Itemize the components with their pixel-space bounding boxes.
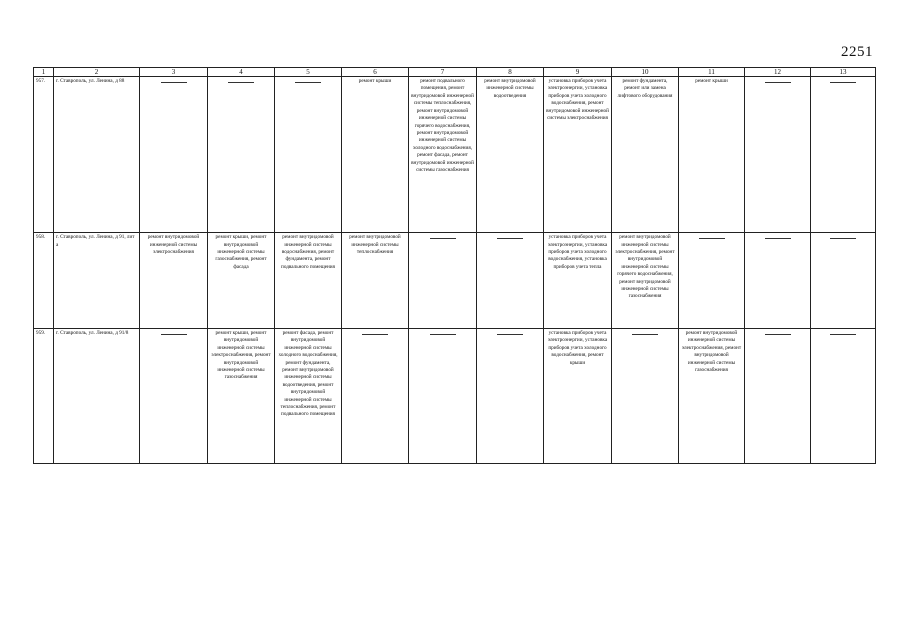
table-cell: ремонт внутридомовой инженерной системы электроснабжения, ремонт внутридомовой инженерной системы газоснабжения: [679, 328, 745, 463]
table-row: [34, 233, 876, 329]
table-cell: [745, 77, 811, 233]
empty-dash: [699, 238, 725, 239]
table-cell: ремонт фасада, ремонт внутридомовой инженерной системы холодного водоснабжения, ремонт фундамента, ремонт внутридомовой инженерной системы водоотведения, ремонт внутридомовой инженерной системы теплоснабжения, ремонт подвального помещения: [275, 328, 342, 463]
empty-dash: [161, 334, 187, 335]
table-cell: установка приборов учета электроэнергии, установка приборов учета холодного водоснабжения, ремонт внутридомовой инженерной системы электроснабжения: [544, 77, 612, 233]
table-cell: [811, 233, 876, 329]
table-cell: ремонт крыши: [679, 77, 745, 233]
header-cell: 6: [342, 68, 409, 77]
table-cell: [409, 233, 477, 329]
table-cell: ремонт подвального помещения, ремонт внутридомовой инженерной системы теплоснабжения, ремонт внутридомовой инженерной системы горячего водоснабжения, ремонт внутридомовой инженерной системы холодного водоснабжения, ремонт фасада, ремонт внутридомовой инженерной системы газоснабжения: [409, 77, 477, 233]
table-row: [34, 328, 876, 463]
header-cell: 7: [409, 68, 477, 77]
row-number: 957.: [34, 77, 54, 233]
address-cell: г. Ставрополь, ул. Ленина, д 91/8: [54, 328, 140, 463]
table-cell: установка приборов учета электроэнергии, установка приборов учета холодного водоснабжения, ремонт крыши: [544, 328, 612, 463]
row-number: 958.: [34, 233, 54, 329]
empty-dash: [161, 82, 187, 83]
empty-dash: [765, 238, 791, 239]
table-cell: ремонт крыши, ремонт внутридомовой инженерной системы газоснабжения, ремонт фасада: [208, 233, 275, 329]
header-cell: 10: [612, 68, 679, 77]
header-cell: 12: [745, 68, 811, 77]
table-cell: ремонт внутридомовой инженерной системы водоотведения: [477, 77, 544, 233]
table-cell: [477, 328, 544, 463]
header-cell: 13: [811, 68, 876, 77]
header-cell: 5: [275, 68, 342, 77]
empty-dash: [830, 334, 856, 335]
table-cell: ремонт внутридомовой инженерной системы водоснабжения, ремонт фундамента, ремонт подвального помещения: [275, 233, 342, 329]
table-cell: [811, 328, 876, 463]
table-cell: ремонт фундамента, ремонт или замена лифтового оборудования: [612, 77, 679, 233]
table-cell: ремонт крыши, ремонт внутридомовой инженерной системы электроснабжения, ремонт внутридомовой инженерной системы газоснабжения: [208, 328, 275, 463]
header-row: [34, 68, 876, 77]
address-cell: г. Ставрополь, ул. Ленина, д 91, лит а: [54, 233, 140, 329]
empty-dash: [295, 82, 321, 83]
table-cell: ремонт крыши: [342, 77, 409, 233]
table-cell: [208, 77, 275, 233]
page-number: 2251: [841, 44, 873, 60]
table-cell: [409, 328, 477, 463]
empty-dash: [765, 334, 791, 335]
header-cell: 4: [208, 68, 275, 77]
empty-dash: [362, 334, 388, 335]
empty-dash: [765, 82, 791, 83]
table-cell: [140, 328, 208, 463]
table-cell: [342, 328, 409, 463]
table-cell: [275, 77, 342, 233]
empty-dash: [430, 238, 456, 239]
empty-dash: [497, 238, 523, 239]
empty-dash: [430, 334, 456, 335]
table-cell: ремонт внутридомовой инженерной системы теплоснабжения: [342, 233, 409, 329]
header-cell: 1: [34, 68, 54, 77]
table-cell: ремонт внутридомовой инженерной системы электроснабжения: [140, 233, 208, 329]
table-cell: [679, 233, 745, 329]
table-cell: ремонт внутридомовой инженерной системы электроснабжения, ремонт внутридомовой инженерной системы горячего водоснабжения, ремонт внутридомовой инженерной системы газоснабжения: [612, 233, 679, 329]
header-cell: 8: [477, 68, 544, 77]
header-cell: 11: [679, 68, 745, 77]
table-cell: [140, 77, 208, 233]
empty-dash: [497, 334, 523, 335]
empty-dash: [830, 238, 856, 239]
empty-dash: [228, 82, 254, 83]
table-cell: [811, 77, 876, 233]
header-cell: 2: [54, 68, 140, 77]
table-cell: [612, 328, 679, 463]
table-cell: установка приборов учета электроэнергии, установка приборов учета холодного водоснабжения, установка приборов учета тепла: [544, 233, 612, 329]
table-cell: [745, 233, 811, 329]
header-cell: 9: [544, 68, 612, 77]
table-cell: [477, 233, 544, 329]
empty-dash: [830, 82, 856, 83]
table-row: [34, 77, 876, 233]
table-cell: [745, 328, 811, 463]
header-cell: 3: [140, 68, 208, 77]
empty-dash: [632, 334, 658, 335]
repair-schedule-table: [33, 67, 876, 464]
address-cell: г. Ставрополь, ул. Ленина, д 88: [54, 77, 140, 233]
row-number: 959.: [34, 328, 54, 463]
